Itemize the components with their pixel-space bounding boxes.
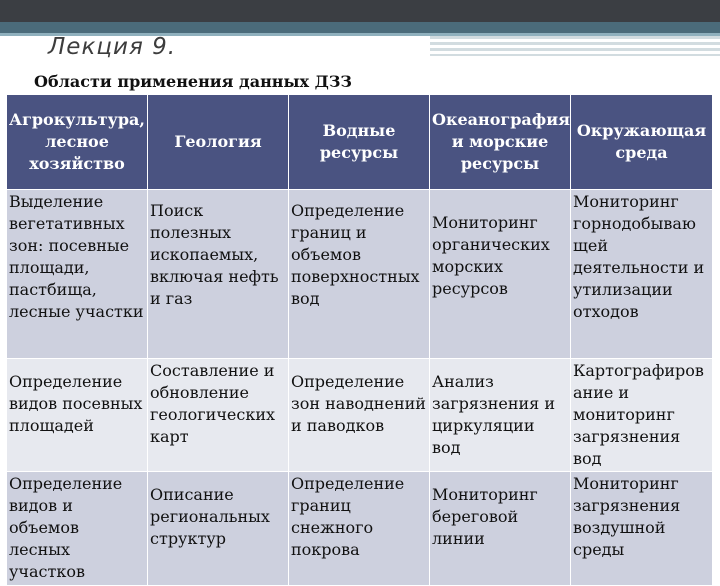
- table-cell: Мониторинг загрязнения воздушной среды: [571, 472, 713, 586]
- slide-subtitle: Области применения данных ДЗЗ: [34, 72, 352, 91]
- table-cell: Мониторинг органических морских ресурсов: [430, 190, 571, 359]
- decorative-stripes: [430, 36, 720, 56]
- header-agriculture: Агрокультура, лесное хозяйство: [7, 95, 148, 190]
- table-cell: Определение видов и объемов лесных участков: [7, 472, 148, 586]
- table-cell: Составление и обновление геологических карт: [148, 359, 289, 472]
- header-water-resources: Водные ресурсы: [289, 95, 430, 190]
- table-row: [7, 190, 713, 359]
- table-row: [7, 472, 713, 586]
- table-cell: Описание региональных структур: [148, 472, 289, 586]
- table-cell: Определение границ снежного покрова: [289, 472, 430, 586]
- header-oceanography: Океанография и морские ресурсы: [430, 95, 571, 190]
- header-bar: [0, 0, 720, 22]
- table-cell: Мониторинг горнодобываю щей деятельности и утилизации отходов: [571, 190, 713, 359]
- table-cell: Определение зон наводнений и паводков: [289, 359, 430, 472]
- header-accent-bar: [0, 22, 720, 33]
- table-cell: Определение видов посевных площадей: [7, 359, 148, 472]
- header-geology: Геология: [148, 95, 289, 190]
- table-cell: Выделение вегетативных зон: посевные площади, пастбища, лесные участки: [7, 190, 148, 359]
- applications-table: [6, 94, 713, 586]
- table-cell: Поиск полезных ископаемых, включая нефть и газ: [148, 190, 289, 359]
- table-cell: Мониторинг береговой линии: [430, 472, 571, 586]
- table-header-row: [7, 95, 713, 190]
- table-cell: Определение границ и объемов поверхностных вод: [289, 190, 430, 359]
- slide-title: Лекция 9.: [48, 34, 177, 60]
- table-cell: Картографиров ание и мониторинг загрязнения вод: [571, 359, 713, 472]
- header-environment: Окружающая среда: [571, 95, 713, 190]
- table-cell: Анализ загрязнения и циркуляции вод: [430, 359, 571, 472]
- table-row: [7, 359, 713, 472]
